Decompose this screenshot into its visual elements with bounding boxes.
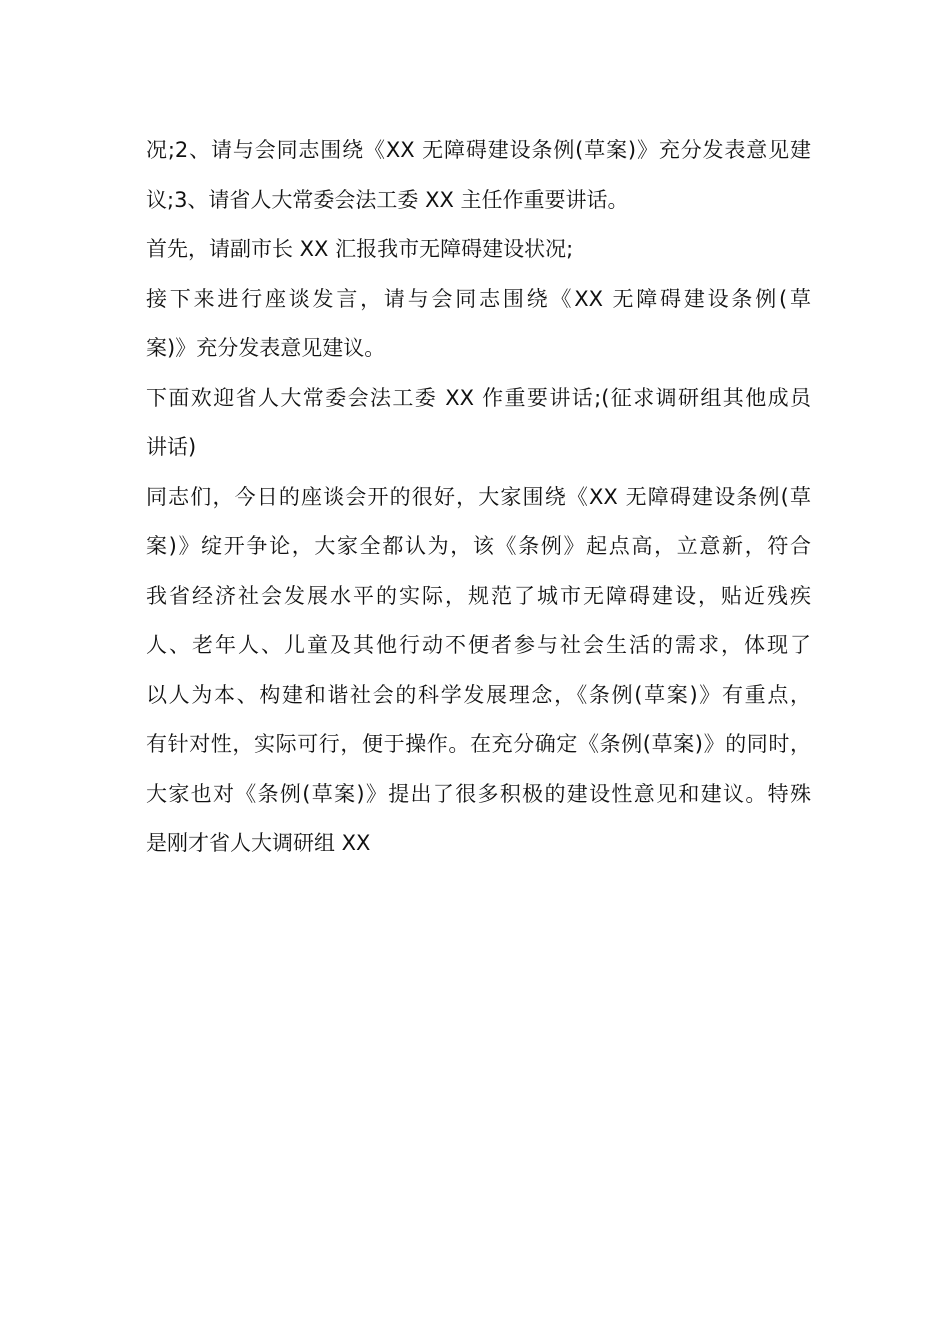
text-line: 有针对性，实际可行，便于操作。在充分确定《条例(草案)》的同时， bbox=[146, 732, 811, 756]
text-line: 首先，请副市长 XX 汇报我市无障碍建设状况; bbox=[146, 237, 574, 261]
document-body bbox=[146, 126, 811, 869]
text-line: 讲话) bbox=[146, 435, 197, 459]
text-line: 接下来进行座谈发言，请与会同志围绕《XX 无障碍建设条例(草 bbox=[146, 286, 811, 311]
text-line: 同志们，今日的座谈会开的很好，大家围绕《XX 无障碍建设条例(草 bbox=[146, 484, 811, 509]
text-line: 是刚才省人大调研组 XX bbox=[146, 831, 371, 855]
text-line: 以人为本、构建和谐社会的科学发展理念，《条例(草案)》有重点， bbox=[146, 682, 811, 707]
text-line: 大家也对《条例(草案)》提出了很多积极的建设性意见和建议。特殊 bbox=[146, 781, 811, 806]
text-line: 况;2、请与会同志围绕《XX 无障碍建设条例(草案)》充分发表意见建 bbox=[146, 138, 811, 162]
text-line: 案)》充分发表意见建议。 bbox=[146, 336, 386, 360]
text-line: 我省经济社会发展水平的实际，规范了城市无障碍建设，贴近残疾 bbox=[146, 583, 811, 608]
text-line: 议;3、请省人大常委会法工委 XX 主任作重要讲话。 bbox=[146, 187, 629, 212]
text-line: 案)》绽开争论，大家全都认为，该《条例》起点高，立意新，符合 bbox=[146, 534, 811, 558]
text-line: 下面欢迎省人大常委会法工委 XX 作重要讲话;(征求调研组其他成员 bbox=[146, 385, 811, 410]
text-line: 人、老年人、儿童及其他行动不便者参与社会生活的需求，体现了 bbox=[146, 633, 811, 657]
